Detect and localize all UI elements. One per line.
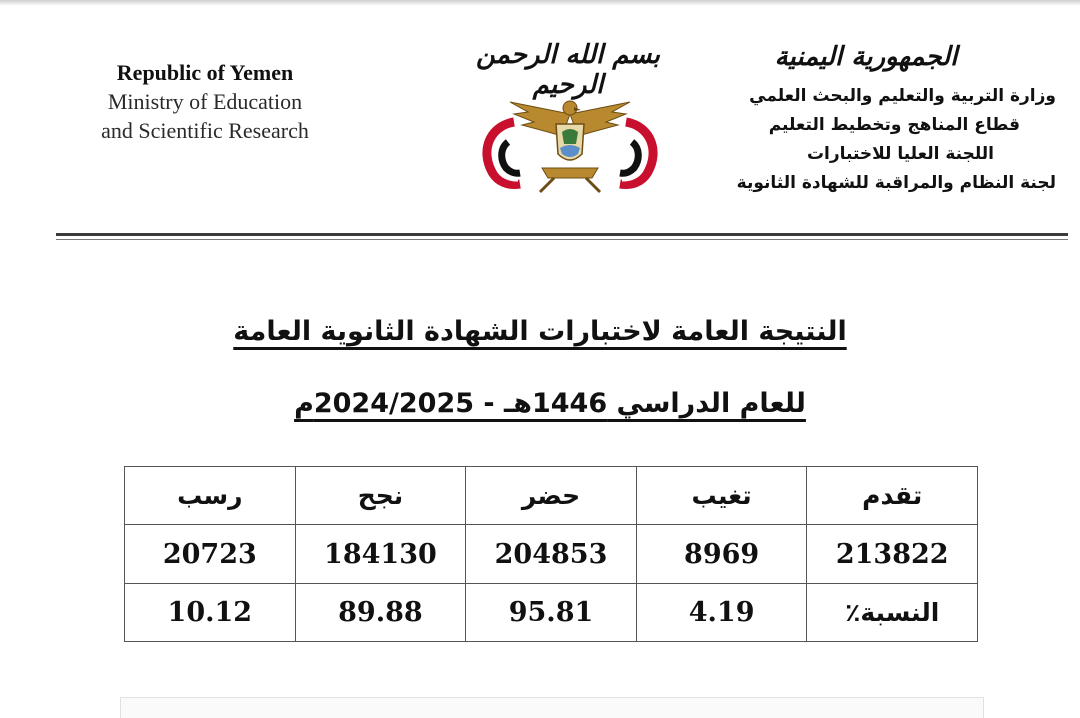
header-ar-ministry: وزارة التربية والتعليم والبحث العلمي bbox=[749, 86, 1056, 106]
header-absent: تغيب bbox=[636, 467, 807, 525]
header-en-ministry-cont: and Scientific Research bbox=[101, 118, 309, 143]
header-ar-subcommittee: لجنة النظام والمراقبة للشهادة الثانوية bbox=[736, 173, 1056, 193]
header-en-country: Republic of Yemen bbox=[116, 60, 294, 85]
header-applied: تقدم bbox=[807, 467, 978, 525]
document-title: النتيجة العامة لاختبارات الشهادة الثانوية العامة bbox=[233, 316, 847, 347]
document-title-block bbox=[0, 316, 1080, 347]
document-subtitle-block bbox=[0, 388, 1080, 419]
table-row-percent bbox=[125, 584, 978, 642]
header-english bbox=[70, 58, 340, 145]
top-edge-shadow bbox=[0, 0, 1080, 6]
count-passed: 184130 bbox=[295, 525, 466, 584]
percent-failed: 10.12 bbox=[125, 584, 296, 642]
document-subtitle: للعام الدراسي 1446هـ - 2024/2025م bbox=[294, 388, 806, 419]
percent-passed: 89.88 bbox=[295, 584, 466, 642]
yemen-eagle-emblem-icon bbox=[470, 92, 670, 196]
table-header-row bbox=[125, 467, 978, 525]
percent-absent: 4.19 bbox=[636, 584, 807, 642]
percent-row-label: النسبة٪ bbox=[807, 584, 978, 642]
basmala-calligraphy: بسم الله الرحمن الرحيم bbox=[476, 40, 660, 100]
results-table bbox=[124, 466, 978, 642]
header-ar-sector: قطاع المناهج وتخطيط التعليم bbox=[768, 115, 1020, 135]
header-arabic bbox=[716, 42, 1056, 198]
header-present: حضر bbox=[466, 467, 637, 525]
header-passed: نجح bbox=[295, 467, 466, 525]
count-applied: 213822 bbox=[807, 525, 978, 584]
count-absent: 8969 bbox=[636, 525, 807, 584]
header-en-ministry: Ministry of Education bbox=[107, 89, 303, 114]
count-present: 204853 bbox=[466, 525, 637, 584]
percent-present: 95.81 bbox=[466, 584, 637, 642]
count-failed: 20723 bbox=[125, 525, 296, 584]
header-ar-republic: الجمهورية اليمنية bbox=[774, 42, 958, 72]
header-ar-committee: اللجنة العليا للاختبارات bbox=[806, 144, 994, 164]
table-row-counts bbox=[125, 525, 978, 584]
header-failed: رسب bbox=[125, 467, 296, 525]
header-divider bbox=[56, 233, 1068, 236]
header-divider-thin bbox=[56, 239, 1068, 240]
